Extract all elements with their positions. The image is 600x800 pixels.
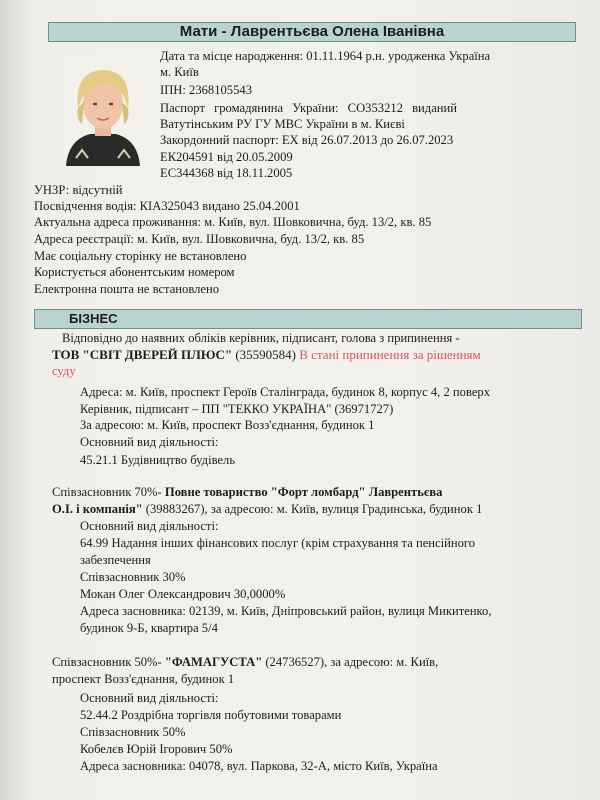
- passport-ec: ЕС344368 від 18.11.2005: [160, 166, 293, 180]
- company3-cofounder-name: Кобелєв Юрій Ігорович 50%: [80, 742, 233, 756]
- company2-activity-label: Основний вид діяльності:: [80, 519, 219, 533]
- company2-cofounder-addr-2: будинок 9-Б, квартира 5/4: [80, 621, 218, 635]
- company1-address: Адреса: м. Київ, проспект Героїв Сталінграда, будинок 8, корпус 4, 2 поверх: [80, 385, 491, 399]
- company2-cofounder-name: Мокан Олег Олександрович 30,0000%: [80, 587, 286, 601]
- company3-line-1: [52, 654, 438, 670]
- company1-name: ТОВ "СВІТ ДВЕРЕЙ ПЛЮС": [52, 347, 233, 362]
- company1-status-cont: суду: [52, 364, 76, 378]
- email-info: Електронна пошта не встановлено: [34, 282, 220, 296]
- company3-cofounder: Співзасновник 50%: [80, 725, 186, 739]
- passport-line-1: Паспорт громадянина України: CO353212 виданий: [160, 101, 458, 115]
- company3-cofounder-addr: Адреса засновника: 04078, вул. Паркова, 32-А, місто Київ, Україна: [80, 759, 438, 773]
- birth-line-2: м. Київ: [160, 65, 199, 79]
- person-photo: [62, 58, 144, 166]
- company2-activity-1: 64.99 Надання інших фінансових послуг (крім страхування та пенсійного: [80, 536, 476, 550]
- company2-name: Повне товариство "Форт ломбард" Лаврентьєва: [164, 485, 443, 499]
- company3-name: "ФАМАГУСТА": [164, 655, 263, 669]
- company2-name-cont: О.І. і компанія": [52, 502, 143, 516]
- company2-cofounder: Співзасновник 30%: [80, 570, 186, 584]
- passport-ek: ЕК204591 від 20.05.2009: [160, 150, 293, 164]
- person-title: Мати - Лаврентьєва Олена Іванівна: [179, 23, 445, 40]
- company3-activity-label: Основний вид діяльності:: [80, 691, 219, 705]
- social-page: Має соціальну сторінку не встановлено: [34, 249, 247, 263]
- company1-line: [52, 347, 481, 363]
- company1-activity-label: Основний вид діяльності:: [80, 435, 219, 449]
- passport-line-2: Ватутінським РУ ГУ МВС України в м. Києві: [160, 117, 405, 131]
- company1-head: Керівник, підписант – ПП "ТЕККО УКРАЇНА" (36971727): [80, 402, 394, 416]
- company1-activity: 45.21.1 Будівництво будівель: [80, 453, 236, 467]
- unzr: УНЗР: відсутній: [34, 183, 123, 197]
- company2-line-1: [52, 484, 442, 500]
- company3-line-2: проспект Возз'єднання, будинок 1: [52, 672, 235, 686]
- business-title: БІЗНЕС: [69, 311, 118, 326]
- business-title-bar: [34, 309, 582, 329]
- ipn: ІПН: 2368105543: [160, 83, 252, 97]
- company1-code: (35590584): [232, 347, 300, 362]
- company2-line-2: [52, 501, 482, 517]
- driver-license: Посвідчення водія: КІА325043 видано 25.04.2001: [34, 199, 300, 213]
- phone-info: Користується абонентським номером: [34, 265, 235, 279]
- company2-activity-2: забезпечення: [80, 553, 151, 567]
- birth-line-1: Дата та місце народження: 01.11.1964 р.н. уродженка Україна: [160, 49, 491, 63]
- person-title-bar: [48, 22, 576, 42]
- company3-activity: 52.44.2 Роздрібна торгівля побутовими товарами: [80, 708, 342, 722]
- company1-status: В стані припинення за рішенням: [299, 347, 481, 362]
- company3-prefix: Співзасновник 50%-: [52, 655, 165, 669]
- foreign-passport: Закордонний паспорт: ЕХ від 26.07.2013 до 26.07.2023: [160, 133, 454, 147]
- business-intro: Відповідно до наявних обліків керівник, підписант, голова з припинення -: [62, 331, 460, 345]
- company1-head-address: За адресою: м. Київ, проспект Возз'єднання, будинок 1: [80, 418, 375, 432]
- company2-address: (39883267), за адресою: м. Київ, вулиця Градинська, будинок 1: [142, 502, 483, 516]
- company3-address: (24736527), за адресою: м. Київ,: [262, 655, 439, 669]
- actual-address: Актуальна адреса проживання: м. Київ, вул. Шовковична, буд. 13/2, кв. 85: [34, 215, 432, 229]
- company2-cofounder-addr-1: Адреса засновника: 02139, м. Київ, Дніпровський район, вулиця Микитенко,: [80, 604, 492, 618]
- registration-address: Адреса реєстрації: м. Київ, вул. Шовковична, буд. 13/2, кв. 85: [34, 232, 365, 246]
- company2-prefix: Співзасновник 70%-: [52, 485, 165, 499]
